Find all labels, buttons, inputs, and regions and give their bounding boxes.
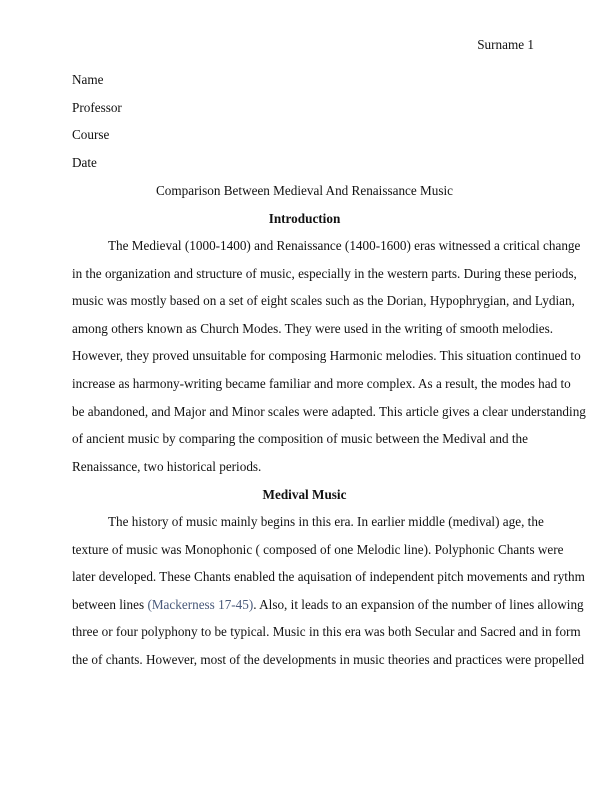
course-name: Course xyxy=(72,127,110,143)
professor-name: Professor xyxy=(72,99,122,115)
student-name: Name xyxy=(72,72,104,87)
paragraph-line: later developed. These Chants enabled the aquisation of independent pitch movements and rythm xyxy=(72,569,585,585)
paragraph-line xyxy=(72,591,584,619)
date: Date xyxy=(72,154,97,170)
paragraph-line: texture of music was Monophonic ( composed of one Melodic line). Polyphonic Chants were xyxy=(72,541,564,557)
paragraph-line: be abandoned, and Major and Minor scales were adapted. This article gives a clear understanding xyxy=(72,403,586,419)
in-text-citation: (Mackerness 17-45) xyxy=(147,596,254,612)
paragraph-line: three or four polyphony to be typical. Music in this era was both Secular and Sacred and in form xyxy=(72,624,581,640)
paragraph-line: Renaissance, two historical periods. xyxy=(72,458,262,474)
paragraph-line: of ancient music by comparing the composition of music between the Medival and the xyxy=(72,431,528,447)
paper-title: Comparison Between Medieval And Renaissance Music xyxy=(155,183,454,198)
section-heading-medival-music: Medival Music xyxy=(262,487,347,502)
line-text: between lines xyxy=(72,596,148,612)
paragraph-line: in the organization and structure of music, especially in the western parts. During these periods, xyxy=(72,265,577,281)
heading-block xyxy=(72,66,537,176)
paragraph-line: among others known as Church Modes. They were used in the writing of smooth melodies. xyxy=(72,320,554,336)
paragraph-line: increase as harmony-writing became familiar and more complex. As a result, the modes had to xyxy=(72,375,571,391)
paragraph-line: The Medieval (1000-1400) and Renaissance (1400-1600) eras witnessed a critical change xyxy=(108,238,581,253)
section-heading-introduction: Introduction xyxy=(268,211,341,226)
introduction-paragraph xyxy=(72,232,586,480)
paragraph-line: The history of music mainly begins in this era. In earlier middle (medival) age, the xyxy=(108,514,544,529)
paragraph-line: the of chants. However, most of the developments in music theories and practices were propelled xyxy=(72,651,585,667)
line-text: . Also, it leads to an expansion of the number of lines allowing xyxy=(253,596,584,612)
medival-paragraph xyxy=(72,508,585,674)
running-head: Surname 1 xyxy=(477,37,534,52)
paragraph-line: However, they proved unsuitable for composing Harmonic melodies. This situation continued to xyxy=(72,348,581,364)
paragraph-line: music was mostly based on a set of eight scales such as the Dorian, Hypophrygian, and Lydian, xyxy=(72,293,575,309)
